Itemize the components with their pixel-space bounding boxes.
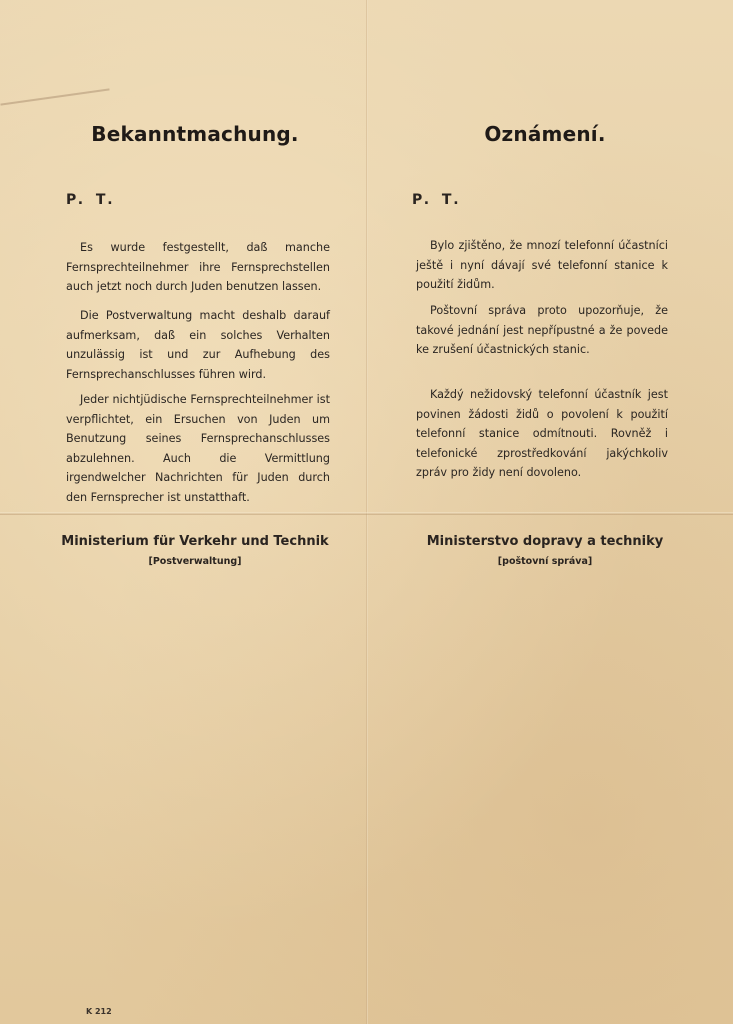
czech-department: [poštovní správa] xyxy=(497,556,593,567)
german-ministry: Ministerium für Verkehr und Technik xyxy=(61,534,329,549)
paper-crease xyxy=(0,88,109,105)
german-title: Bekanntmachung. xyxy=(91,122,299,146)
german-paragraph-3-text: Jeder nichtjüdische Fernsprechteilnehmer ist verpflichtet, ein Ersuchen von Juden um Benutzung seines Fernsprechanschlusses abzulehnen. Auch die Vermittlung irgendwelcher Nachrichten für Juden durch den Fernsprecher ist unstatthaft. xyxy=(66,393,330,504)
german-paragraph-1-text: Es wurde festgestellt, daß manche Fernsprechteilnehmer ihre Fernsprechstellen auch jetzt noch durch Juden benutzen lassen. xyxy=(66,241,330,293)
german-paragraph-2 xyxy=(66,306,330,384)
german-paragraph-3 xyxy=(66,390,330,507)
czech-ministry: Ministerstvo dopravy a techniky xyxy=(426,534,664,549)
czech-paragraph-2 xyxy=(416,301,668,360)
czech-title: Oznámení. xyxy=(484,122,606,146)
form-code: K 212 xyxy=(86,1007,112,1016)
czech-paragraph-3-text: Každý nežidovský telefonní účastník jest povinen žádosti židů o povolení k použití telefonní stanice odmítnouti. Rovněž i telefonické zprostředkování jakýchkoliv zpráv pro židy není dovoleno. xyxy=(416,388,668,479)
czech-salutation: P. T. xyxy=(412,192,463,208)
czech-paragraph-1 xyxy=(416,236,668,295)
german-paragraph-1 xyxy=(66,238,330,297)
german-department: [Postverwaltung] xyxy=(148,556,242,567)
horizontal-fold xyxy=(0,512,733,515)
czech-paragraph-3 xyxy=(416,385,668,483)
german-paragraph-2-text: Die Postverwaltung macht deshalb darauf aufmerksam, daß ein solches Verhalten unzulässig ist und zur Aufhebung des Fernsprechanschlusses führen wird. xyxy=(66,309,330,381)
german-salutation: P. T. xyxy=(66,192,117,208)
czech-paragraph-2-text: Poštovní správa proto upozorňuje, že takové jednání jest nepřípustné a že povede ke zrušení účastnických stanic. xyxy=(416,304,668,356)
czech-paragraph-1-text: Bylo zjištěno, že mnozí telefonní účastníci ještě i nyní dávají své telefonní stanice k použití židům. xyxy=(416,239,668,291)
